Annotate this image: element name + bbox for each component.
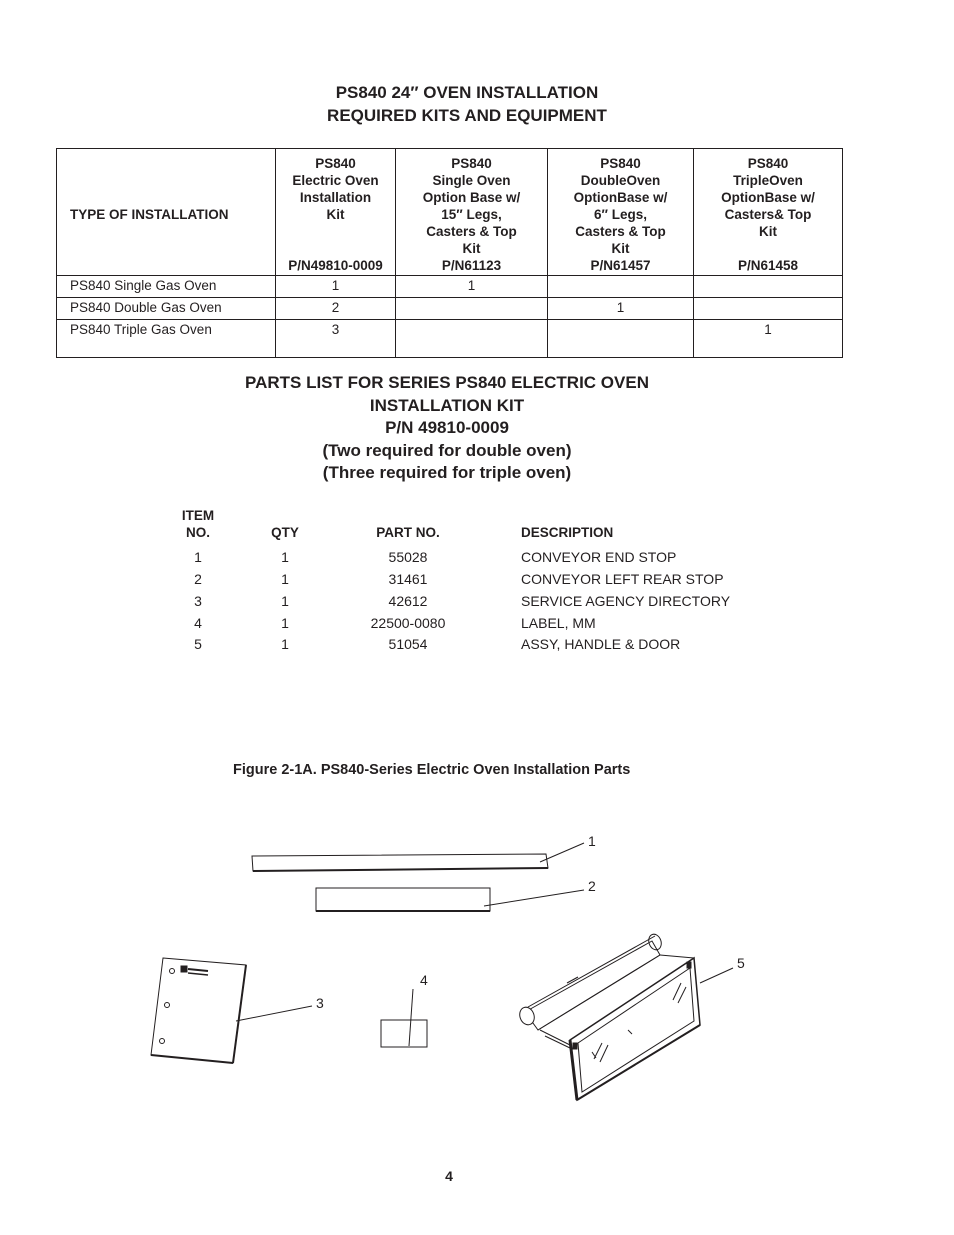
qty-cell: 1 bbox=[281, 636, 289, 652]
kit-line: Electric Oven bbox=[292, 173, 379, 188]
description-cell: LABEL, MM bbox=[521, 615, 596, 631]
table-cell bbox=[694, 298, 843, 320]
item-header-line: NO. bbox=[185, 525, 210, 540]
parts-list-heading bbox=[0, 372, 924, 485]
item-header-line: ITEM bbox=[181, 508, 215, 523]
description-header: DESCRIPTION bbox=[521, 525, 614, 540]
kit-column-header bbox=[276, 149, 396, 276]
parts-heading-line: (Three required for triple oven) bbox=[322, 463, 572, 483]
description-cell: ASSY, HANDLE & DOOR bbox=[521, 636, 681, 652]
table-row bbox=[57, 276, 843, 298]
kit-line: Casters & Top bbox=[426, 224, 517, 239]
callout-4: 4 bbox=[420, 972, 428, 988]
table-cell: 1 bbox=[694, 320, 843, 358]
parts-heading-line: PARTS LIST FOR SERIES PS840 ELECTRIC OVEN bbox=[245, 373, 649, 392]
qty-cell: 1 bbox=[281, 571, 289, 587]
kit-line: PS840 bbox=[747, 156, 789, 171]
qty-cell: 1 bbox=[281, 593, 289, 609]
kit-column-header bbox=[548, 149, 694, 276]
description-cell: CONVEYOR LEFT REAR STOP bbox=[521, 571, 724, 587]
kit-part-number: P/N61123 bbox=[441, 258, 502, 273]
kit-line: PS840 bbox=[315, 156, 356, 171]
handle-door-assembly-drawing bbox=[517, 932, 733, 1100]
qty-cell: 1 bbox=[281, 615, 289, 631]
item-no-cell: 5 bbox=[194, 636, 202, 652]
figure-caption: Figure 2-1A. PS840-Series Electric Oven Installation Parts bbox=[233, 762, 631, 778]
kit-line: PS840 bbox=[600, 156, 641, 171]
qty-header: QTY bbox=[271, 525, 299, 540]
part-no-cell: 55028 bbox=[388, 549, 428, 565]
table-cell bbox=[396, 298, 548, 320]
item-no-cell: 2 bbox=[194, 571, 202, 587]
type-of-installation-header: TYPE OF INSTALLATION bbox=[57, 149, 276, 276]
part-no-cell: 31461 bbox=[388, 571, 428, 587]
kit-line: Kit bbox=[759, 224, 777, 239]
kit-line: OptionBase w/ bbox=[721, 190, 815, 205]
table-cell: 3 bbox=[276, 320, 396, 358]
kit-line: 15″ Legs, bbox=[441, 207, 502, 222]
installation-type-cell: PS840 Triple Gas Oven bbox=[57, 320, 276, 358]
part-no-cell: 42612 bbox=[388, 593, 428, 609]
table-row bbox=[57, 320, 843, 358]
table-cell bbox=[548, 320, 694, 358]
callout-5: 5 bbox=[737, 955, 745, 971]
kit-column-header bbox=[694, 149, 843, 276]
item-no-cell: 1 bbox=[194, 549, 202, 565]
table-cell: 1 bbox=[396, 276, 548, 298]
description-cell: SERVICE AGENCY DIRECTORY bbox=[521, 593, 731, 609]
kit-line: Single Oven bbox=[432, 173, 511, 188]
table-cell: 1 bbox=[276, 276, 396, 298]
page-heading bbox=[0, 81, 944, 127]
callout-2: 2 bbox=[588, 878, 596, 894]
kit-line: 6″ Legs, bbox=[594, 207, 647, 222]
kit-part-number: P/N49810-0009 bbox=[288, 258, 383, 273]
kit-line: Installation bbox=[299, 190, 372, 205]
heading-line-2: REQUIRED KITS AND EQUIPMENT bbox=[327, 106, 607, 125]
kit-part-number: P/N61458 bbox=[737, 258, 799, 273]
item-no-cell: 3 bbox=[194, 593, 202, 609]
callout-3: 3 bbox=[316, 995, 324, 1011]
heading-line-1: PS840 24″ OVEN INSTALLATION bbox=[335, 83, 599, 102]
table-cell: 1 bbox=[548, 298, 694, 320]
part-no-header: PART NO. bbox=[376, 525, 440, 540]
qty-cell: 1 bbox=[281, 549, 289, 565]
kit-line: Kit bbox=[326, 207, 345, 222]
callout-1: 1 bbox=[588, 833, 596, 849]
kit-line: Casters & Top bbox=[575, 224, 666, 239]
table-cell bbox=[694, 276, 843, 298]
kits-table-header-row bbox=[57, 149, 843, 276]
kit-line: DoubleOven bbox=[580, 173, 661, 188]
installation-parts-figure bbox=[0, 820, 954, 1110]
parts-heading-line: (Two required for double oven) bbox=[322, 440, 572, 460]
conveyor-left-rear-stop-drawing bbox=[316, 888, 584, 911]
kit-line: TripleOven bbox=[733, 173, 803, 188]
label-mm-drawing bbox=[381, 989, 427, 1047]
required-kits-table bbox=[56, 148, 843, 358]
page-number: 4 bbox=[445, 1168, 453, 1184]
table-cell bbox=[548, 276, 694, 298]
kit-column-header bbox=[396, 149, 548, 276]
table-cell: 2 bbox=[276, 298, 396, 320]
kit-part-number: P/N61457 bbox=[590, 258, 651, 273]
installation-type-cell: PS840 Single Gas Oven bbox=[57, 276, 276, 298]
part-no-cell: 22500-0080 bbox=[370, 615, 446, 631]
conveyor-end-stop-drawing bbox=[252, 843, 584, 871]
service-agency-directory-drawing bbox=[151, 958, 312, 1063]
parts-heading-line: P/N 49810-0009 bbox=[385, 418, 509, 438]
item-no-header bbox=[168, 507, 228, 541]
kit-line: Kit bbox=[611, 241, 630, 256]
parts-heading-line: INSTALLATION KIT bbox=[369, 395, 525, 415]
description-cell: CONVEYOR END STOP bbox=[521, 549, 677, 565]
kit-line: Option Base w/ bbox=[422, 190, 521, 205]
table-row bbox=[57, 298, 843, 320]
installation-type-cell: PS840 Double Gas Oven bbox=[57, 298, 276, 320]
table-cell bbox=[396, 320, 548, 358]
kit-line: Casters& Top bbox=[724, 207, 812, 222]
item-no-cell: 4 bbox=[194, 615, 202, 631]
part-no-cell: 51054 bbox=[388, 636, 428, 652]
kit-line: Kit bbox=[462, 241, 481, 256]
kit-line: PS840 bbox=[451, 156, 492, 171]
kit-line: OptionBase w/ bbox=[573, 190, 668, 205]
